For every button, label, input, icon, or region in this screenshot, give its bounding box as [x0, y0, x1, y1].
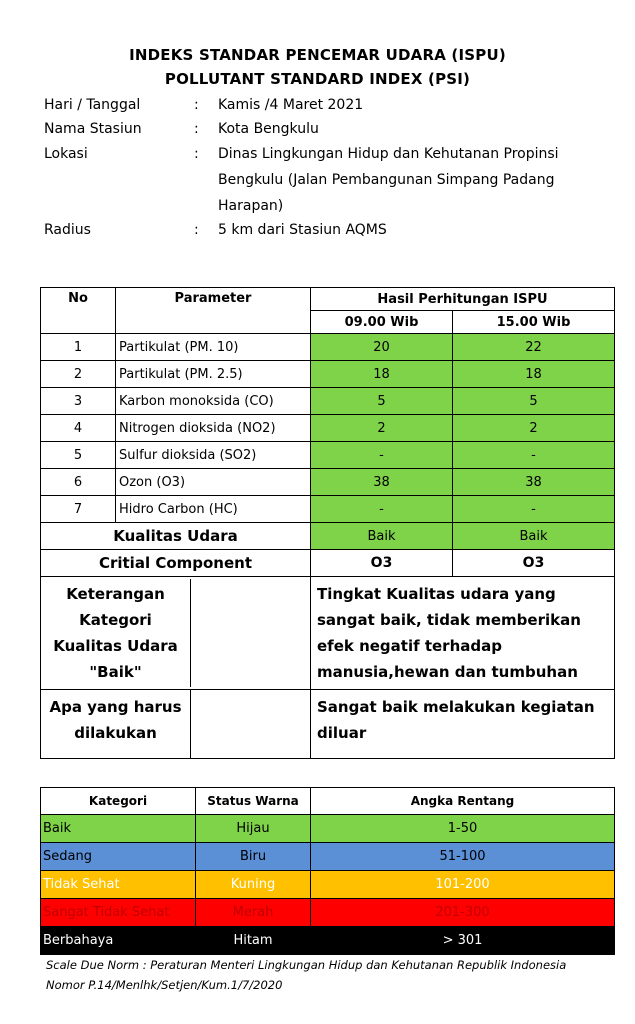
category-range: 51-100	[311, 843, 615, 871]
table-row	[41, 496, 615, 523]
quality-value-1500: Baik	[453, 523, 615, 550]
header-range: Angka Rentang	[311, 788, 615, 815]
note-text-left	[191, 579, 310, 687]
quality-value-0900: Baik	[311, 523, 453, 550]
header-result: Hasil Perhitungan ISPU	[311, 288, 615, 311]
category-row	[41, 815, 615, 843]
critical-value-1500: O3	[453, 550, 615, 577]
table-row	[41, 388, 615, 415]
date-value: Kamis /4 Maret 2021	[218, 97, 364, 113]
todo-row	[41, 690, 615, 759]
todo-text: Sangat baik melakukan kegiatan diluar	[311, 690, 615, 759]
category-row	[41, 899, 615, 927]
category-range: 201-300	[311, 899, 615, 927]
header-no: No	[41, 288, 116, 334]
row-value-0900: 2	[311, 415, 453, 442]
critical-label: Critial Component	[41, 550, 311, 577]
row-no: 2	[41, 361, 116, 388]
station-value: Kota Bengkulu	[218, 121, 319, 137]
todo-spacer	[191, 690, 310, 758]
location-colon: :	[194, 146, 199, 162]
row-value-0900: -	[311, 442, 453, 469]
quality-label: Kualitas Udara	[41, 523, 311, 550]
header-status: Status Warna	[196, 788, 311, 815]
row-parameter: Karbon monoksida (CO)	[116, 388, 311, 415]
location-label: Lokasi	[44, 146, 88, 162]
category-name: Berbahaya	[41, 927, 196, 955]
table-row	[41, 469, 615, 496]
header-time-2: 15.00 Wib	[453, 311, 615, 334]
table-row	[41, 361, 615, 388]
header-kategori: Kategori	[41, 788, 196, 815]
category-row	[41, 843, 615, 871]
category-range: 1-50	[311, 815, 615, 843]
location-value: Dinas Lingkungan Hidup dan Kehutanan Propinsi Bengkulu (Jalan Pembangunan Simpang Padang Harapan)	[218, 146, 559, 214]
row-value-0900: 5	[311, 388, 453, 415]
category-row	[41, 927, 615, 955]
row-parameter: Partikulat (PM. 10)	[116, 334, 311, 361]
header-time-1: 09.00 Wib	[311, 311, 453, 334]
row-value-1500: 38	[453, 469, 615, 496]
category-name: Sangat Tidak Sehat	[41, 899, 196, 927]
row-no: 4	[41, 415, 116, 442]
category-name: Baik	[41, 815, 196, 843]
row-value-1500: 2	[453, 415, 615, 442]
todo-cell	[41, 690, 311, 759]
row-parameter: Sulfur dioksida (SO2)	[116, 442, 311, 469]
row-parameter: Nitrogen dioksida (NO2)	[116, 415, 311, 442]
row-value-0900: -	[311, 496, 453, 523]
category-name: Tidak Sehat	[41, 871, 196, 899]
row-parameter: Partikulat (PM. 2.5)	[116, 361, 311, 388]
row-no: 6	[41, 469, 116, 496]
category-name: Sedang	[41, 843, 196, 871]
row-value-1500: 18	[453, 361, 615, 388]
todo-label: Apa yang harus dilakukan	[41, 690, 191, 758]
category-status: Hitam	[196, 927, 311, 955]
row-value-0900: 18	[311, 361, 453, 388]
radius-label: Radius	[44, 222, 91, 238]
row-no: 5	[41, 442, 116, 469]
row-parameter: Ozon (O3)	[116, 469, 311, 496]
critical-row	[41, 550, 615, 577]
note-cell	[41, 577, 311, 690]
header-parameter: Parameter	[116, 288, 311, 334]
footer-line-1: Scale Due Norm : Peraturan Menteri Lingkungan Hidup dan Kehutanan Republik Indonesia	[46, 958, 567, 972]
station-label: Nama Stasiun	[44, 121, 142, 137]
quality-row	[41, 523, 615, 550]
critical-value-0900: O3	[311, 550, 453, 577]
category-status: Biru	[196, 843, 311, 871]
radius-value: 5 km dari Stasiun AQMS	[218, 222, 387, 238]
row-no: 7	[41, 496, 116, 523]
radius-colon: :	[194, 222, 199, 238]
row-value-1500: 22	[453, 334, 615, 361]
row-value-1500: -	[453, 442, 615, 469]
category-range: 101-200	[311, 871, 615, 899]
row-no: 3	[41, 388, 116, 415]
row-no: 1	[41, 334, 116, 361]
note-text: Tingkat Kualitas udara yang sangat baik, tidak memberikan efek negatif terhadap manusia,hewan dan tumbuhan	[311, 577, 615, 690]
note-row	[41, 577, 615, 690]
document-subtitle: POLLUTANT STANDARD INDEX (PSI)	[164, 70, 471, 88]
category-status: Kuning	[196, 871, 311, 899]
category-status: Merah	[196, 899, 311, 927]
table-row	[41, 334, 615, 361]
row-value-0900: 20	[311, 334, 453, 361]
row-value-1500: -	[453, 496, 615, 523]
category-row	[41, 871, 615, 899]
footer-line-2: Nomor P.14/Menlhk/Setjen/Kum.1/7/2020	[46, 978, 283, 992]
table-row	[41, 415, 615, 442]
category-range: > 301	[311, 927, 615, 955]
date-colon: :	[194, 97, 199, 113]
document-title: INDEKS STANDAR PENCEMAR UDARA (ISPU)	[129, 46, 506, 64]
station-colon: :	[194, 121, 199, 137]
row-parameter: Hidro Carbon (HC)	[116, 496, 311, 523]
row-value-0900: 38	[311, 469, 453, 496]
ispu-table	[40, 287, 615, 759]
row-value-1500: 5	[453, 388, 615, 415]
date-label: Hari / Tanggal	[44, 97, 141, 113]
table-row	[41, 442, 615, 469]
category-table	[40, 787, 615, 955]
note-label: Keterangan Kategori Kualitas Udara "Baik"	[41, 579, 191, 687]
category-status: Hijau	[196, 815, 311, 843]
